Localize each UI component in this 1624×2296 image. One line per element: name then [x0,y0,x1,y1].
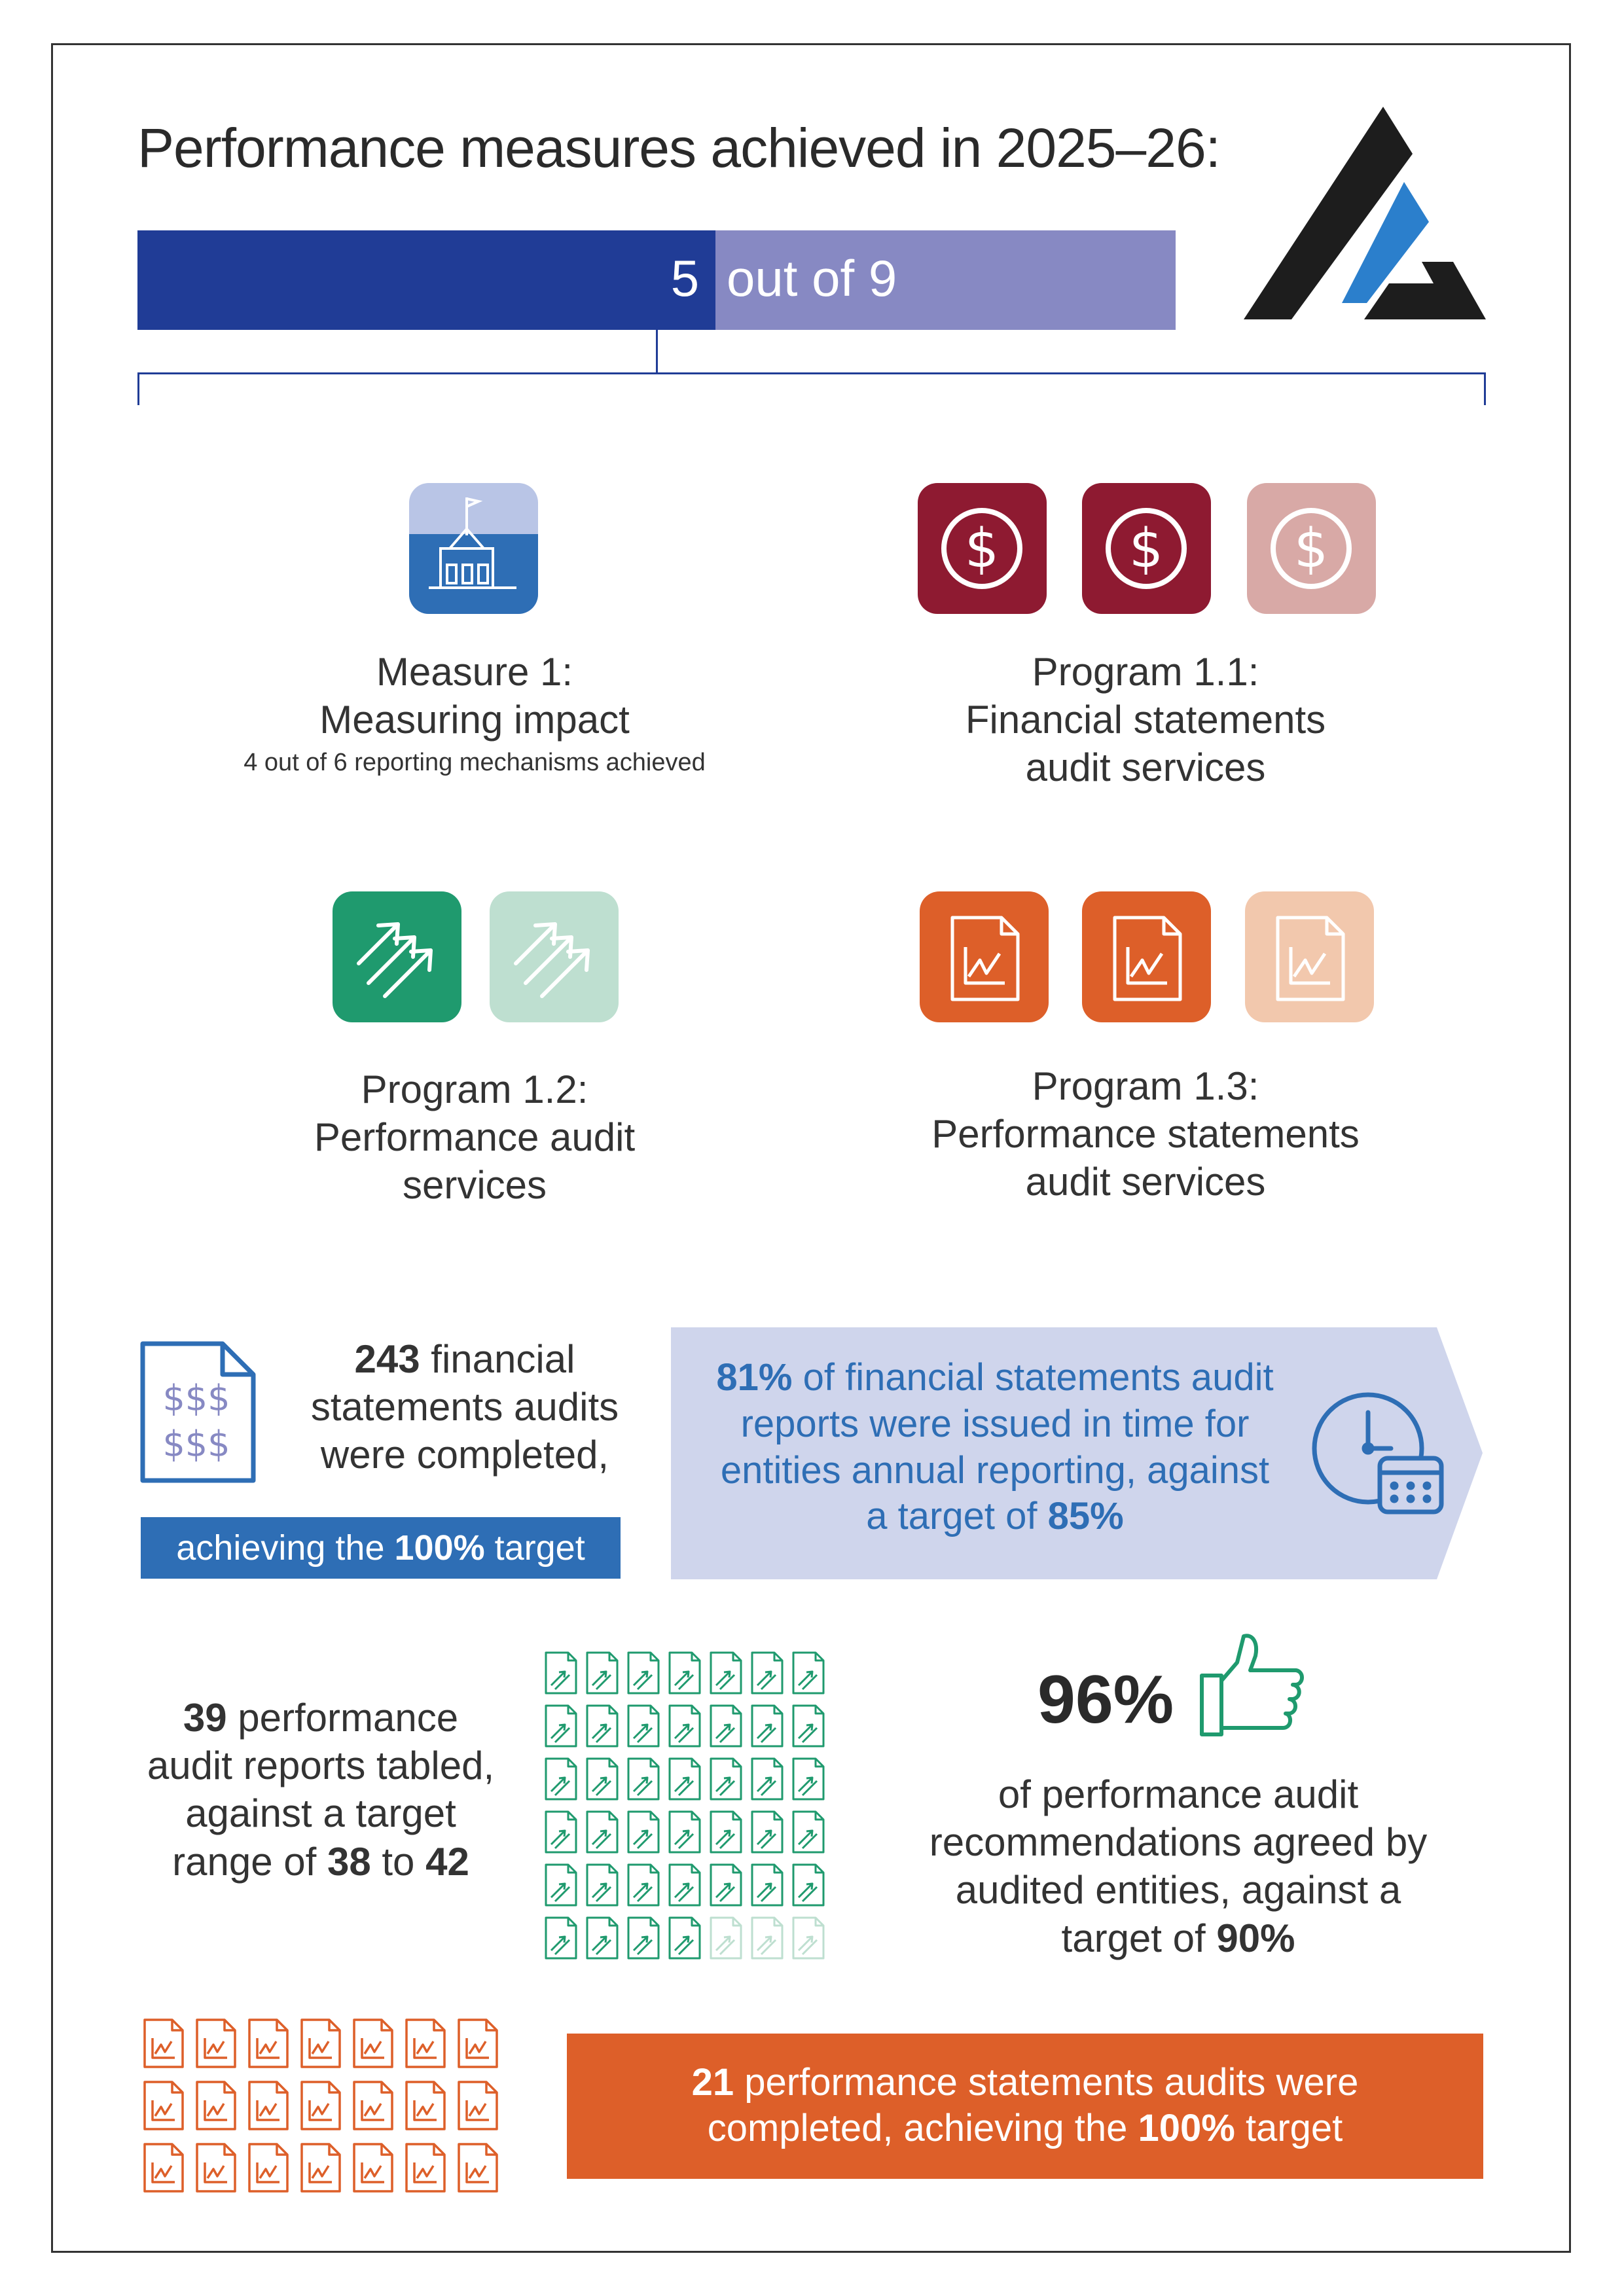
chart-document-mini-icon [298,2017,344,2070]
report-mini-icon [623,1805,664,1857]
report-mini-icon [706,1752,746,1804]
trending-arrows-icon [333,891,461,1022]
svg-text:$: $ [1293,518,1329,580]
chart-document-mini-icon [350,2142,396,2194]
recommendations-text3: audited entities, against a [955,1868,1401,1912]
achieved-total: out of 9 [727,249,897,307]
bracket-left [137,372,139,405]
report-mini-icon [623,1858,664,1910]
report-mini-icon [664,1646,705,1698]
bracket-right [1484,372,1486,405]
recommendations-text4: target of [1061,1916,1217,1960]
chart-document-mini-icon [403,2079,448,2132]
program-1-2-title: Program 1.2: [361,1067,588,1111]
measure-1-note: 4 out of 6 reporting mechanisms achieved [244,749,706,776]
report-mini-icon [706,1699,746,1751]
chart-document-mini-icon [193,2017,239,2070]
report-mini-icon [623,1699,664,1751]
perf-reports-text2: audit reports tabled, [147,1744,495,1788]
chart-document-mini-icon [193,2079,239,2132]
chart-document-mini-icon [455,2142,501,2194]
report-mini-icon [541,1805,581,1857]
chart-document-mini-icon [403,2142,448,2194]
report-mini-icon [582,1646,623,1698]
fs-audits-text1: financial [420,1337,575,1381]
timeliness-text [694,1355,1296,1540]
parliament-house-icon [409,483,538,614]
program-1-3-title: Program 1.3: [1032,1064,1259,1108]
svg-text:$$$: $$$ [162,1424,230,1465]
fs-audits-text [275,1335,655,1479]
report-mini-icon [623,1911,664,1964]
report-mini-icon [664,1805,705,1857]
perf-reports-text1: performance [226,1696,459,1740]
report-mini-icon [788,1752,829,1804]
timeliness-text3: entities annual reporting, against [720,1448,1270,1492]
timeliness-text2: reports were issued in time for [740,1402,1250,1445]
ps-audits-banner [567,2034,1483,2179]
report-mini-icon [582,1805,623,1857]
timeliness-text4: a target of [866,1495,1048,1538]
measure-1-title: Measure 1: [376,650,573,694]
report-mini-icon [582,1752,623,1804]
chart-document-mini-icon [245,2142,291,2194]
svg-text:$$$: $$$ [162,1378,230,1419]
chart-document-mini-icon [298,2142,344,2194]
chart-document-mini-icon [245,2079,291,2132]
chart-document-mini-icon [350,2079,396,2132]
perf-reports-mid: to [370,1839,426,1884]
timeliness-value: 81% [716,1356,793,1399]
report-mini-icon [788,1805,829,1857]
program-1-1-line3: audit services [1025,745,1266,790]
program-1-3-line2: Performance statements [931,1112,1360,1157]
report-mini-icon [747,1911,787,1964]
report-mini-icon [747,1699,787,1751]
thumbs-up-icon [1198,1630,1309,1741]
chart-document-mini-icon [141,2079,187,2132]
measure-1-label [170,648,779,744]
achieved-bar [137,230,715,330]
program-1-2-label [170,1066,779,1210]
svg-text:$: $ [1128,518,1164,580]
perf-reports-high: 42 [425,1839,469,1884]
report-mini-icon [582,1858,623,1910]
fs-audits-text2: statements audits [310,1385,619,1429]
report-mini-icon [664,1911,705,1964]
chart-document-mini-icon [298,2079,344,2132]
page-title: Performance measures achieved in 2025–26: [137,117,1221,179]
chart-document-icon [1245,891,1374,1022]
bracket-stem [656,330,658,373]
chart-document-mini-icon [403,2017,448,2070]
fs-banner-pre: achieving the [176,1528,395,1568]
report-mini-icon [747,1805,787,1857]
chart-document-mini-icon [455,2079,501,2132]
fs-audits-text3: were completed, [320,1433,609,1477]
chart-document-mini-icon [193,2142,239,2194]
perf-reports-low: 38 [327,1839,371,1884]
ps-audits-text3: target [1235,2106,1343,2149]
recommendations-text [884,1770,1473,1962]
perf-reports-text4: range of [172,1839,327,1884]
report-mini-icon [706,1646,746,1698]
report-mini-icon [541,1858,581,1910]
chart-document-mini-icon [455,2017,501,2070]
recommendations-text1: of performance audit [998,1772,1359,1816]
report-mini-icon [582,1699,623,1751]
report-mini-icon [541,1752,581,1804]
dollar-icon [1247,483,1376,614]
report-mini-icon [706,1911,746,1964]
perf-reports-text [124,1694,517,1886]
fs-audits-count: 243 [354,1337,420,1381]
clock-calendar-icon [1309,1386,1447,1517]
report-mini-icon [706,1858,746,1910]
report-mini-icon [582,1911,623,1964]
trending-arrows-icon [490,891,619,1022]
report-mini-icon [541,1911,581,1964]
perf-report-icon-grid [541,1646,829,1964]
program-1-2-line2: Performance audit [314,1115,636,1160]
fs-banner-post: target [484,1528,585,1568]
anao-logo [1244,107,1486,319]
report-mini-icon [664,1699,705,1751]
ps-audits-text2: completed, achieving the [707,2106,1138,2149]
program-1-1-label [844,648,1447,792]
ps-audits-target: 100% [1138,2106,1235,2149]
recommendations-target: 90% [1216,1916,1295,1960]
chart-document-icon [920,891,1049,1022]
ps-audits-count: 21 [691,2061,734,2104]
report-mini-icon [788,1858,829,1910]
dollar-document-icon [137,1338,259,1486]
perf-reports-text3: against a target [185,1791,456,1836]
report-mini-icon [788,1646,829,1698]
svg-text:$: $ [964,518,1000,580]
chart-document-mini-icon [141,2142,187,2194]
ps-audit-icon-grid [141,2017,501,2194]
report-mini-icon [706,1805,746,1857]
report-mini-icon [664,1752,705,1804]
report-mini-icon [541,1699,581,1751]
timeliness-text1: of financial statements audit [792,1356,1274,1399]
report-mini-icon [623,1752,664,1804]
program-1-1-title: Program 1.1: [1032,650,1259,694]
report-mini-icon [747,1752,787,1804]
fs-banner-value: 100% [394,1528,485,1568]
dollar-icon [1082,483,1211,614]
report-mini-icon [623,1646,664,1698]
report-mini-icon [788,1699,829,1751]
dollar-icon [918,483,1047,614]
report-mini-icon [664,1858,705,1910]
chart-document-icon [1082,891,1211,1022]
fs-audits-banner [141,1517,621,1579]
timeliness-target: 85% [1047,1495,1124,1538]
program-1-2-line3: services [402,1163,547,1208]
perf-reports-count: 39 [183,1696,227,1740]
recommendations-text2: recommendations agreed by [929,1820,1428,1865]
bracket-bar [137,372,1486,374]
program-1-1-line2: Financial statements [965,698,1326,742]
report-mini-icon [541,1646,581,1698]
achieved-count: 5 [670,249,700,307]
measure-1-subtitle: Measuring impact [319,698,630,742]
report-mini-icon [788,1911,829,1964]
recommendations-value: 96% [1038,1662,1174,1738]
chart-document-mini-icon [245,2017,291,2070]
program-1-3-label [844,1062,1447,1206]
chart-document-mini-icon [350,2017,396,2070]
report-mini-icon [747,1646,787,1698]
report-mini-icon [747,1858,787,1910]
program-1-3-line3: audit services [1025,1160,1266,1204]
ps-audits-text1: performance statements audits were [734,2061,1359,2104]
chart-document-mini-icon [141,2017,187,2070]
